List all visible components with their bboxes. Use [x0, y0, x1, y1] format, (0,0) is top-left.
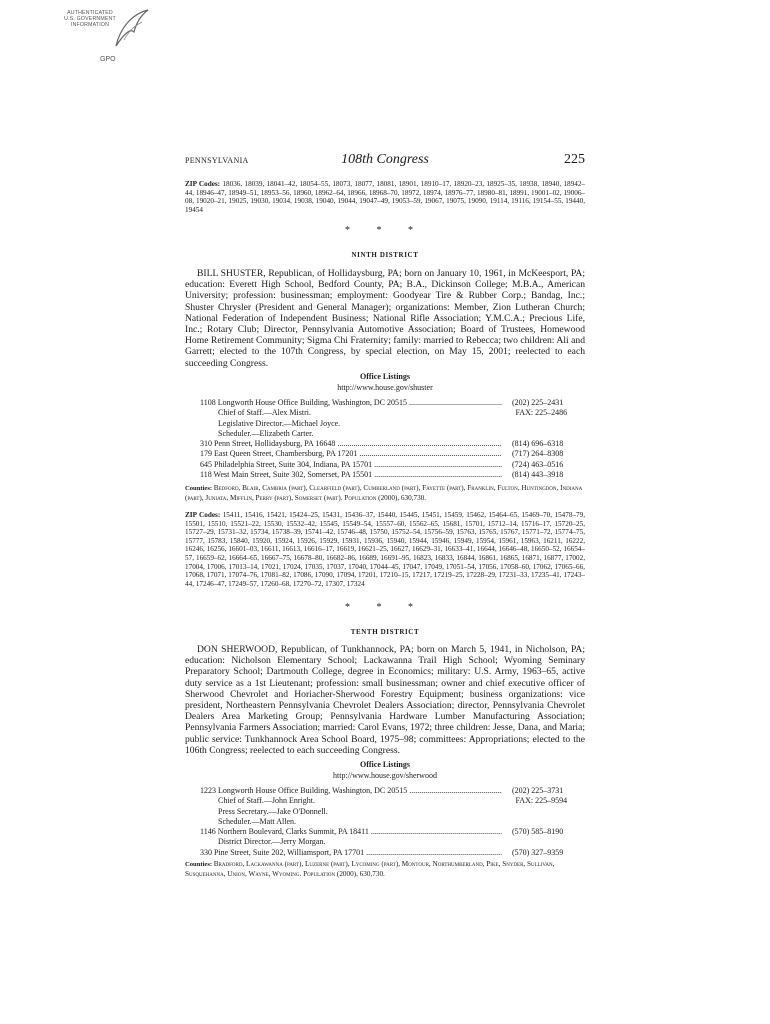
seal-text: AUTHENTICATED U.S. GOVERNMENT INFORMATION	[64, 10, 116, 28]
staff-row	[200, 837, 585, 847]
staff-row	[200, 817, 585, 827]
zip-text: 18036, 18039, 18041–42, 18054–55, 18073, 18077, 18081, 18901, 18910–17, 18920–23, 18925–35, 18938, 18940, 18942–44, 18946–47, 18949–51, 18953–56, 18960, 18962–64, 18966, 18968–70, 18972, 18974, 18976–77, 18980–81, 18991, 19001–02, 19006–08, 19020–21, 19025, 19030, 19034, 19038, 19040, 19044, 19047–49, 19053–59, 19067, 19075, 19090, 19114, 19116, 19154–55, 19440, 19454	[185, 180, 586, 214]
office-row	[200, 439, 585, 449]
office-phone: (814) 696–6318	[511, 439, 564, 449]
staff-entry: District Director.—Jerry Morgan.	[218, 837, 326, 847]
office-address: 310 Penn Street, Hollidaysburg, PA 16648 .....	[200, 439, 502, 449]
ninth-district-zip-codes	[185, 511, 585, 588]
eighth-district-zip-codes	[185, 180, 585, 214]
tenth-office-listings	[200, 786, 585, 858]
staff-entry: Chief of Staff.—John Enright.	[218, 796, 315, 806]
tenth-district-counties	[185, 860, 585, 879]
staff-row	[200, 419, 585, 429]
office-phone: (202) 225–3731	[511, 786, 564, 795]
tenth-website-link[interactable]: http://www.house.gov/sherwood	[333, 771, 437, 780]
counties-text: Bedford, Blair, Cambria (part), Clearfield (part), Cumberland (part), Fayette (part), Franklin, Fulton, Huntingdon, Indiana (part), Juniata, Mifflin, Perry (part), Somerset (part). Population (2000), 630,730.	[185, 484, 583, 502]
staff-row	[200, 429, 585, 439]
office-phone: (717) 264–8308	[511, 449, 564, 459]
office-fax: FAX: 225–2486	[515, 408, 568, 418]
zip-label: ZIP Codes:	[185, 511, 221, 519]
ninth-website-link[interactable]: http://www.house.gov/shuster	[337, 383, 433, 392]
staff-row	[200, 807, 585, 817]
office-phone: (570) 327–9359	[511, 847, 564, 857]
office-row	[200, 827, 585, 837]
eagle-icon	[110, 6, 150, 52]
office-row	[200, 449, 585, 459]
office-row	[200, 470, 585, 480]
staff-entry: Press Secretary.—Jake O'Donnell.	[218, 806, 328, 816]
office-row	[200, 786, 585, 796]
office-row	[200, 398, 585, 408]
tenth-office-listings-heading: Office Listings	[360, 760, 410, 769]
header-state: PENNSYLVANIA	[185, 156, 249, 165]
office-phone: (724) 463–0516	[511, 459, 564, 469]
section-separator: * * *	[345, 602, 425, 613]
ninth-district-heading: NINTH DISTRICT	[351, 251, 419, 259]
office-address: 179 East Queen Street, Chambersburg, PA 17201 .....	[200, 449, 502, 459]
office-fax: FAX: 225–9594	[515, 796, 568, 806]
office-address: 1108 Longworth House Office Building, Washington, DC 20515 .....	[200, 398, 502, 408]
gpo-authentication-seal	[60, 6, 152, 64]
office-address: 645 Philadelphia Street, Suite 304, Indiana, PA 15701 .....	[200, 460, 502, 470]
office-address: 118 West Main Street, Suite 302, Somerset, PA 15501 .....	[200, 470, 502, 480]
staff-entry: Chief of Staff.—Alex Mistri.	[218, 408, 311, 418]
staff-entry: Scheduler.—Elizabeth Carter.	[218, 428, 314, 438]
ninth-district-bio: BILL SHUSTER, Republican, of Hollidaysburg, PA; born on January 10, 1961, in McKeesport, PA; education: Everett High School, Bedford County, PA; B.A., Dickinson College; M.B.A., American University; profession: businessman; employment: Goodyear Tire & Rubber Corp.; Bandag, Inc.; Shuster Chrysler (President and General Manager); organizations: Member, Zion Lutheran Church; National Federation of Independent Business; National Rifle Association; Y.M.C.A.; Precious Life, Inc.; Rotary Club; Director, Pennsylvania Automotive Association; Board of Trustees, Homewood Home Retirement Community; Sigma Chi Fraternity; family: married to Rebecca; two children: Ali and Garrett; elected to the 107th Congress, by special election, on May 15, 2001; reelected to each succeeding Congress.	[185, 268, 585, 369]
staff-row	[200, 796, 585, 806]
ninth-office-listings-heading: Office Listings	[360, 372, 410, 381]
header-title: 108th Congress	[341, 152, 429, 167]
counties-label: Counties:	[185, 861, 213, 868]
office-phone: (202) 225–2431	[511, 398, 564, 407]
tenth-district-bio: DON SHERWOOD, Republican, of Tunkhannock, PA; born on March 5, 1941, in Nicholson, PA; education: Nicholson Elementary School; Lackawanna Trail High School; Wyoming Seminary Preparatory School; Dartmouth College, degree in Economics; military: U.S. Army, 1963–65, active duty service as a 1st Lieutenant; profession: small businessman; owner and chief executive officer of Sherwood Chevrolet and Horiacher-Sherwood Forestry Equipment; business organizations: vice president, Northeastern Pennsylvania Chevrolet Dealers Association; director, Pennsylvania Chevrolet Dealers Area Marketing Group; Pennsylvania Hardware Lumber Manufacturing Association; Pennsylvania Farmers Association; married: Carol Evans, 1972; three children: Jesse, Dana, and Maria; public service: Tunkhannock Area School Board, 1975–98; committees: Appropriations; elected to the 106th Congress; reelected to each succeeding Congress.	[185, 644, 585, 756]
page-number: 225	[564, 152, 585, 167]
staff-entry: Scheduler.—Matt Allen.	[218, 816, 296, 826]
zip-text: 15411, 15416, 15421, 15424–25, 15431, 15436–37, 15440, 15445, 15451, 15459, 15462, 15464–65, 15469–70, 15478–79, 15501, 15510, 15521–22, 15530, 15532–42, 15545, 15549–54, 15557–60, 15562–65, 15681, 15701, 15712–14, 15716–17, 15720–25, 15727–29, 15731–32, 15734, 15738–39, 15741–42, 15746–48, 15750, 15752–54, 15756–59, 15763, 15765, 15767, 15771–72, 15774–75, 15777, 15783, 15840, 15920, 15924, 15926, 15929, 15931, 15936, 15940, 15944, 15946, 15949, 15954, 15961, 15963, 16211, 16222, 16246, 16256, 16601–03, 16611, 16613, 16616–17, 16619, 16621–25, 16627, 16629–31, 16633–41, 16644, 16646–48, 16650–52, 16654–57, 16659–62, 16664–65, 16667–75, 16678–80, 16682–86, 16689, 16691–95, 16823, 16833, 16844, 16861, 16865, 16871, 16877, 17002, 17004, 17006, 17013–14, 17021, 17024, 17035, 17037, 17040, 17044–45, 17047, 17049, 17051–54, 17056, 17058–60, 17062, 17065–66, 17068, 17071, 17074–76, 17081–82, 17086, 17090, 17094, 17201, 17210–15, 17217, 17219–25, 17228–29, 17231–33, 17235–41, 17243–44, 17246–47, 17249–57, 17260–68, 17270–72, 17307, 17324	[185, 511, 586, 588]
office-phone: (814) 443–3918	[511, 470, 564, 480]
office-address: 1223 Longworth House Office Building, Washington, DC 20515 .....	[200, 786, 502, 796]
office-row	[200, 848, 585, 858]
counties-text: Bradford, Lackawanna (part), Luzerne (part), Lycoming (part), Montour, Northumberland, Pike, Snyder, Sullivan, Susquehanna, Union, Wayne, Wyoming. Population (2000), 630,730.	[185, 860, 555, 878]
tenth-district-heading: TENTH DISTRICT	[350, 628, 420, 636]
section-separator: * * *	[345, 225, 425, 236]
ninth-office-listings	[200, 398, 585, 480]
office-address: 1146 Northern Boulevard, Clarks Summit, PA 18411 .....	[200, 827, 502, 837]
counties-label: Counties:	[185, 485, 213, 492]
ninth-district-counties	[185, 484, 585, 503]
office-address: 330 Pine Street, Suite 202, Williamsport, PA 17701 .....	[200, 848, 502, 858]
running-header	[185, 152, 585, 168]
staff-entry: Legislative Director.—Michael Joyce.	[218, 418, 341, 428]
staff-row	[200, 408, 585, 418]
office-phone: (570) 585–8190	[511, 827, 564, 837]
seal-gpo-label: GPO	[100, 56, 116, 63]
office-row	[200, 460, 585, 470]
zip-label: ZIP Codes:	[185, 180, 221, 188]
